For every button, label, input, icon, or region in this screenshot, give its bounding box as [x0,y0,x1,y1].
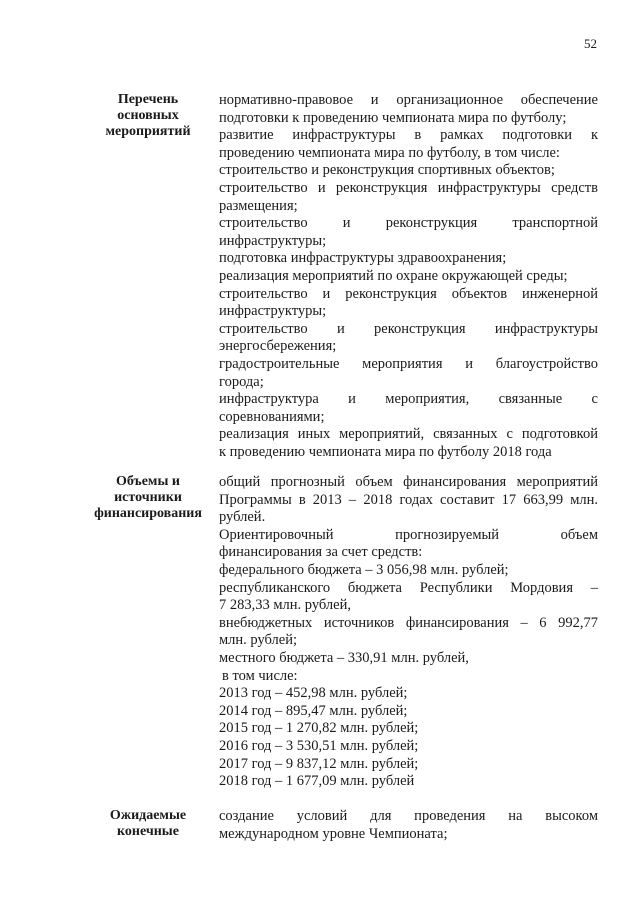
text-line: подготовки к проведению чемпионата мира по футболу; [219,109,567,126]
text-line: Программы в 2013 – 2018 годах составит 17 663,99 млн. [219,491,598,508]
text-line: местного бюджета – 330,91 млн. рублей, [219,649,469,666]
text-line: 2014 год – 895,47 млн. рублей; [219,702,408,719]
text-line: 2018 год – 1 677,09 млн. рублей [219,773,415,790]
text-line: федерального бюджета – 3 056,98 млн. рублей; [219,561,509,578]
text-line: республиканского бюджета Республики Мордовия – [219,579,598,596]
label-line: Объемы и [116,474,180,489]
text-line: соревнованиями; [219,408,325,425]
section-body [219,92,598,461]
text-line: развитие инфраструктуры в рамках подготовки к [219,127,598,144]
text-line: строительство и реконструкция инфраструктуры [219,320,598,337]
text-line: подготовка инфраструктуры здравоохранения; [219,250,507,267]
text-line: 2015 год – 1 270,82 млн. рублей; [219,720,419,737]
text-line: общий прогнозный объем финансирования мероприятий [219,474,598,490]
text-line: 2017 год – 9 837,12 млн. рублей; [219,755,419,772]
label-line: конечные [117,824,179,839]
label-line: Ожидаемые [109,808,187,823]
text-line: реализация иных мероприятий, связанных с подготовкой [219,426,598,443]
label-line: финансирования [94,506,202,521]
text-line: реализация мероприятий по охране окружающей среды; [219,267,568,284]
text-line: 7 283,33 млн. рублей, [219,597,351,614]
text-line: строительство и реконструкция инфраструктуры средств [219,179,598,196]
text-line: к проведению чемпионата мира по футболу 2018 года [219,443,552,460]
text-line: градостроительные мероприятия и благоустройство [219,355,598,372]
section-body [219,808,598,843]
text-line: строительство и реконструкция транспортной [219,215,598,232]
text-line: Ориентировочный прогнозируемый объем [219,526,598,543]
text-line: инфраструктура и мероприятия, связанные с [219,391,598,408]
text-line: инфраструктуры; [219,303,327,320]
label-line: источники [114,490,182,505]
text-line: проведению чемпионата мира по футболу, в том числе: [219,144,560,161]
text-line: 2016 год – 3 530,51 млн. рублей; [219,737,419,754]
text-line: рублей. [219,509,266,526]
text-line: нормативно-правовое и организационное обеспечение [219,92,598,108]
text-line: создание условий для проведения на высоком [219,808,598,824]
text-line: энергосбережения; [219,338,337,355]
section-label [88,808,208,840]
label-line: основных [117,108,179,123]
text-line: финансирования за счет средств: [219,544,423,561]
section-label [88,92,208,140]
text-line: внебюджетных источников финансирования – 6 992,77 [219,614,598,631]
text-line: строительство и реконструкция спортивных объектов; [219,162,555,179]
text-line: млн. рублей; [219,632,298,649]
text-line: международном уровне Чемпионата; [219,825,448,842]
text-line: города; [219,373,264,390]
section-body [219,474,598,791]
page-number: 52 [584,36,597,51]
label-line: мероприятий [105,124,191,139]
label-line: Перечень [117,92,179,107]
text-line: размещения; [219,197,298,214]
text-line: инфраструктуры; [219,232,327,249]
section-label [88,474,208,522]
text-line: в том числе: [222,667,298,684]
text-line: 2013 год – 452,98 млн. рублей; [219,685,408,702]
text-line: строительство и реконструкция объектов инженерной [219,285,598,302]
